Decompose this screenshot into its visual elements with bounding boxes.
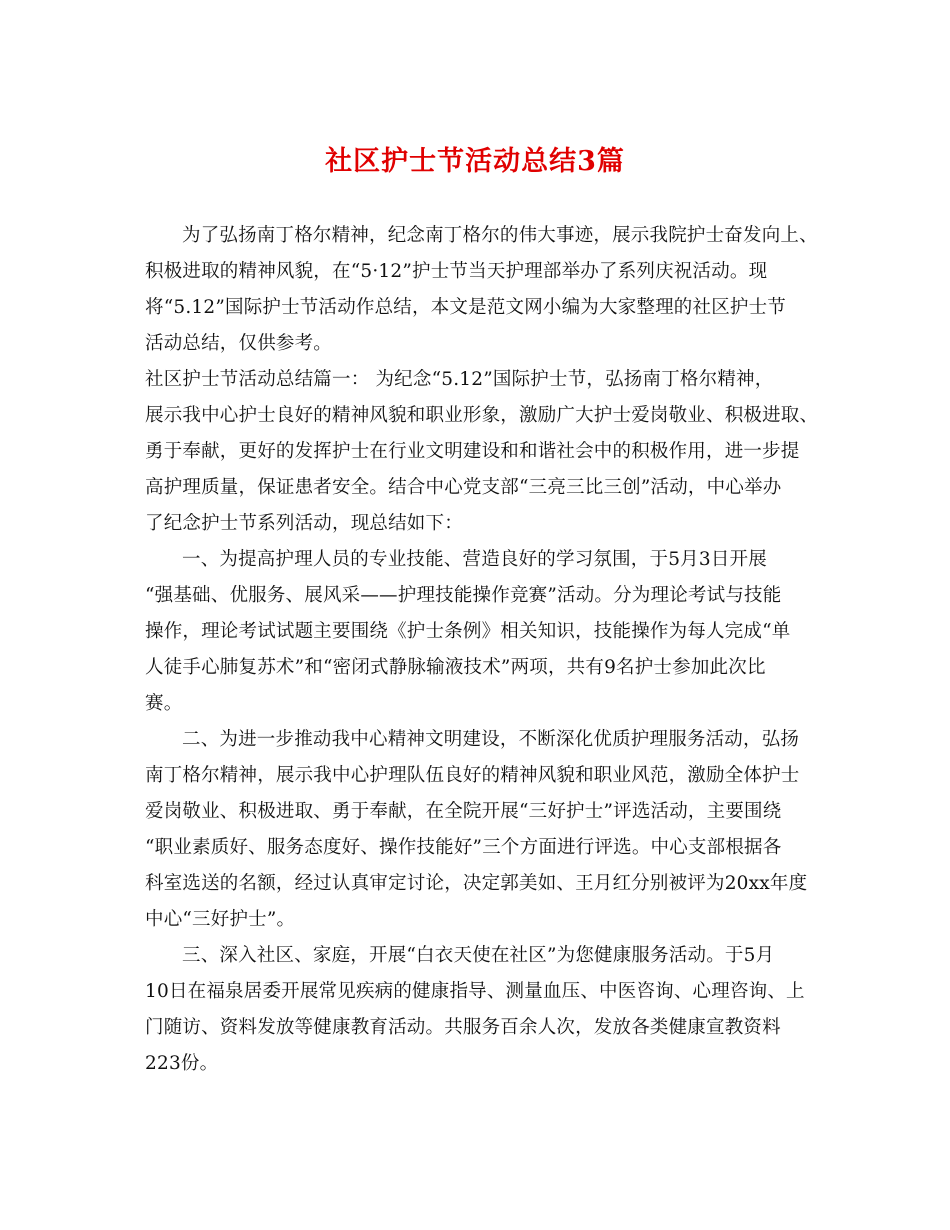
- body-line-4: 活动总结，仅供参考。: [145, 333, 333, 354]
- body-line-18: “职业素质好、服务态度好、操作技能好”三个方面进行评选。中心支部根据各: [145, 837, 782, 858]
- body-line-10: 一、为提高护理人员的专业技能、营造良好的学习氛围，于5月3日开展: [182, 549, 767, 570]
- body-line-7: 勇于奉献，更好的发挥护士在行业文明建设和和谐社会中的积极作用，进一步提: [145, 441, 800, 462]
- body-line-22: 10日在福泉居委开展常见疾病的健康指导、测量血压、中医咨询、心理咨询、上: [145, 981, 805, 1002]
- body-line-3: 将“5.12”国际护士节活动作总结，本文是范文网小编为大家整理的社区护士节: [145, 297, 787, 318]
- body-line-12: 操作，理论考试试题主要围绕《护士条例》相关知识，技能操作为每人完成“单: [145, 621, 791, 642]
- body-line-5: 社区护士节活动总结篇一： 为纪念“5.12”国际护士节，弘扬南丁格尔精神，: [145, 369, 774, 390]
- body-line-21: 三、深入社区、家庭，开展“白衣天使在社区”为您健康服务活动。于5月: [182, 945, 775, 966]
- document-title: 社区护士节活动总结3篇: [325, 146, 625, 177]
- body-line-9: 了纪念护士节系列活动，现总结如下：: [145, 513, 463, 534]
- body-line-11: “强基础、优服务、展风采——护理技能操作竞赛”活动。分为理论考试与技能: [145, 585, 782, 606]
- body-line-13: 人徒手心肺复苏术”和“密闭式静脉输液技术”两项，共有9名护士参加此次比: [145, 657, 766, 678]
- body-line-19: 科室选送的名额，经过认真审定讨论，决定郭美如、王月红分别被评为20xx年度: [145, 873, 808, 894]
- body-line-17: 爱岗敬业、积极进取、勇于奉献，在全院开展“三好护士”评选活动，主要围绕: [145, 801, 782, 822]
- body-line-1: 为了弘扬南丁格尔精神，纪念南丁格尔的伟大事迹，展示我院护士奋发向上、: [182, 225, 818, 246]
- body-line-14: 赛。: [145, 693, 183, 714]
- body-line-6: 展示我中心护士良好的精神风貌和职业形象，激励广大护士爱岗敬业、积极进取、: [145, 405, 819, 426]
- body-line-24: 223份。: [145, 1053, 219, 1074]
- body-line-16: 南丁格尔精神，展示我中心护理队伍良好的精神风貌和职业风范，激励全体护士: [145, 765, 800, 786]
- body-line-2: 积极进取的精神风貌，在“5·12”护士节当天护理部举办了系列庆祝活动。现: [145, 261, 768, 282]
- body-line-8: 高护理质量，保证患者安全。结合中心党支部“三亮三比三创”活动，中心举办: [145, 477, 782, 498]
- body-line-23: 门随访、资料发放等健康教育活动。共服务百余人次，发放各类健康宣教资料: [145, 1017, 781, 1038]
- body-line-15: 二、为进一步推动我中心精神文明建设，不断深化优质护理服务活动，弘扬: [182, 729, 800, 750]
- body-line-20: 中心“三好护士”。: [145, 909, 296, 930]
